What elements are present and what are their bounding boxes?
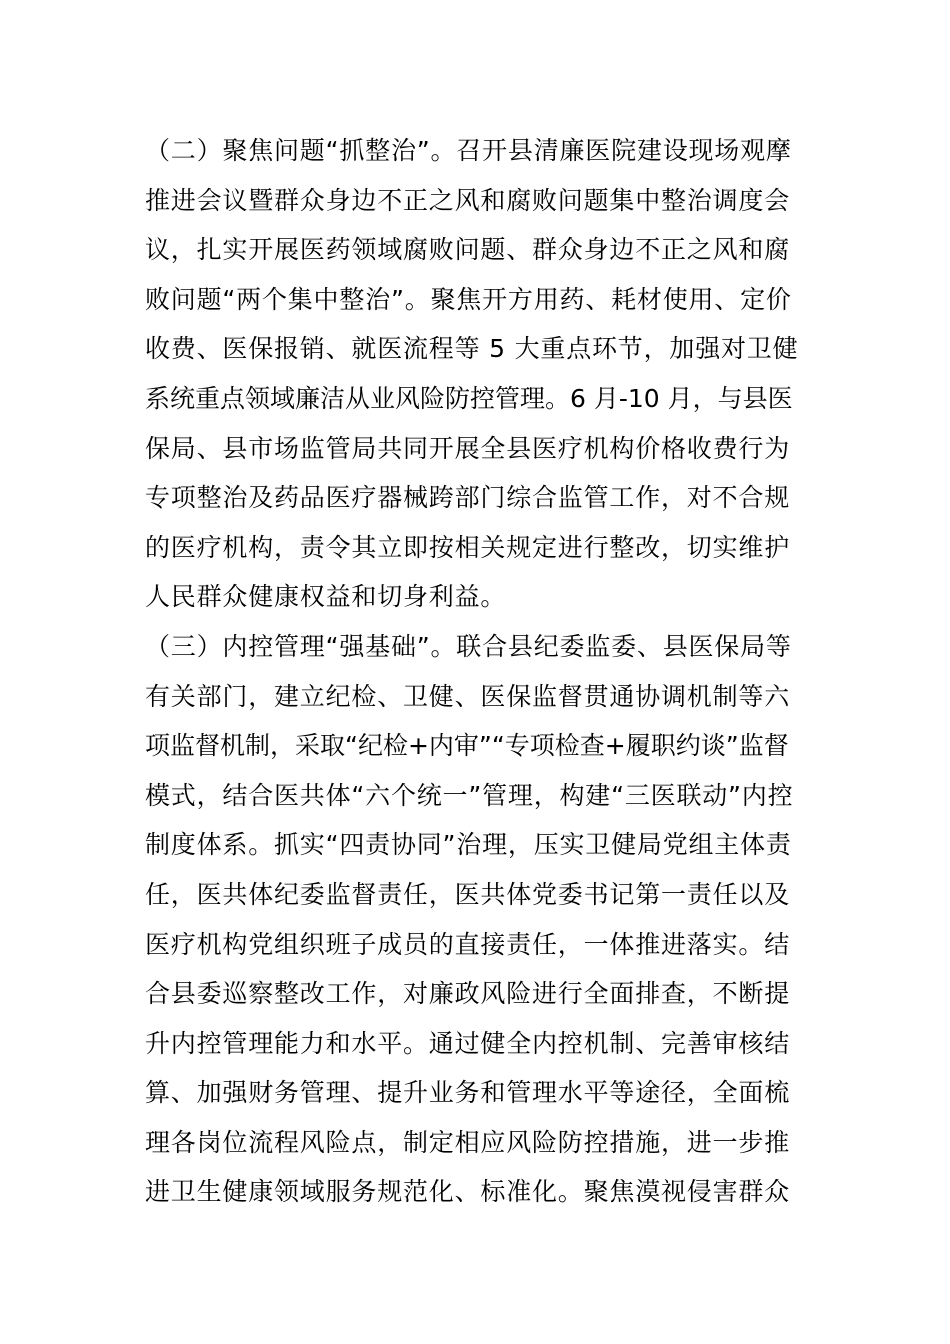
text-line-5: 收费、医保报销、就医流程等 5 大重点环节，加强对卫健 [145,334,799,364]
text-line-19: 升内控管理能力和水平。通过健全内控机制、完善审核结 [145,1028,791,1058]
text-line-10: 人民群众健康权益和切身利益。 [145,582,507,612]
text-line-22: 进卫生健康领域服务规范化、标准化。聚焦漠视侵害群众 [145,1177,791,1207]
text-line-2: 推进会议暨群众身边不正之风和腐败问题集中整治调度会 [145,185,791,215]
text-line-13: 项监督机制，采取“纪检+内审”“专项检查+履职约谈”监督 [145,731,789,761]
text-line-6: 系统重点领域廉洁从业风险防控管理。6 月-10 月，与县医 [145,383,793,413]
text-line-17: 医疗机构党组织班子成员的直接责任，一体推进落实。结 [145,929,791,959]
body-text [145,126,810,1217]
text-line-8: 专项整治及药品医疗器械跨部门综合监管工作，对不合规 [145,483,791,513]
text-line-18: 合县委巡察整改工作，对廉政风险进行全面排查，不断提 [145,979,791,1009]
text-line-14: 模式，结合医共体“六个统一”管理，构建“三医联动”内控 [145,780,794,810]
text-line-16: 任，医共体纪委监督责任，医共体党委书记第一责任以及 [145,879,791,909]
text-line-1: （二）聚焦问题“抓整治”。召开县清廉医院建设现场观摩 [145,136,792,165]
text-line-7: 保局、县市场监管局共同开展全县医疗机构价格收费行为 [145,433,791,463]
text-line-3: 议，扎实开展医药领域腐败问题、群众身边不正之风和腐 [145,235,791,265]
text-line-9: 的医疗机构，责令其立即按相关规定进行整改，切实维护 [145,532,791,562]
text-line-4: 败问题“两个集中整治”。聚焦开方用药、耗材使用、定价 [145,284,792,314]
text-line-12: 有关部门，建立纪检、卫健、医保监督贯通协调机制等六 [145,681,791,711]
text-line-20: 算、加强财务管理、提升业务和管理水平等途径，全面梳 [145,1078,791,1108]
text-line-21: 理各岗位流程风险点，制定相应风险防控措施，进一步推 [145,1127,791,1157]
text-line-15: 制度体系。抓实“四责协同”治理，压实卫健局党组主体责 [145,830,792,860]
text-line-11: （三）内控管理“强基础”。联合县纪委监委、县医保局等 [145,631,792,661]
